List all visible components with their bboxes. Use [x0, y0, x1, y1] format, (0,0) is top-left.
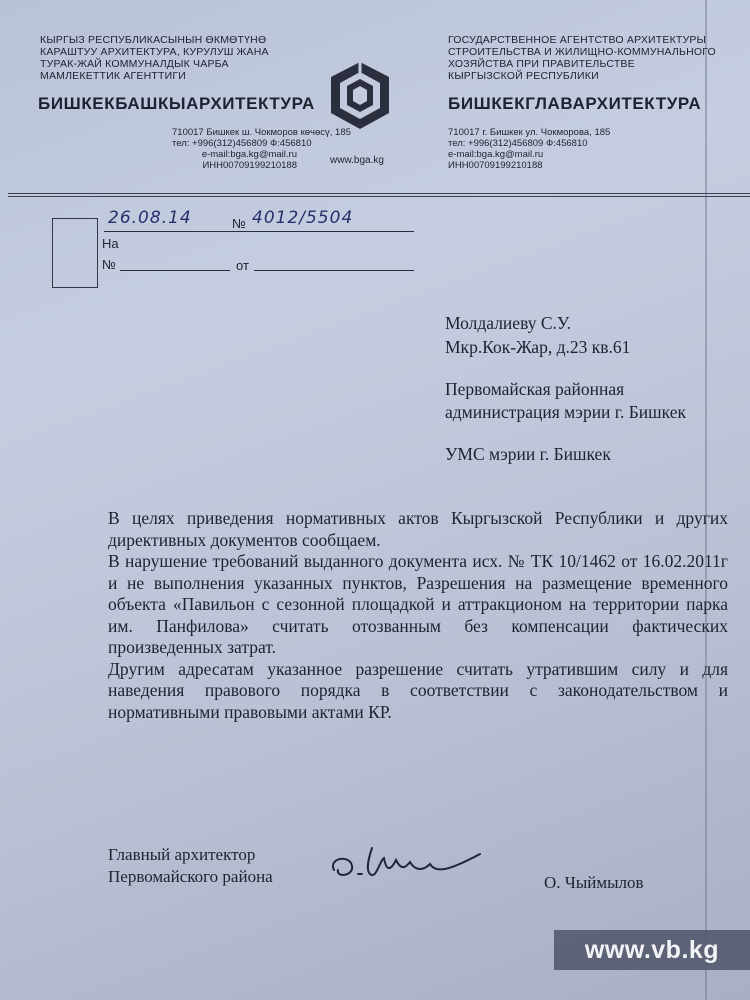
contact-line: тел: +996(312)456809 Ф:456810 [172, 138, 312, 149]
contact-line: тел: +996(312)456809 Ф:456810 [448, 138, 588, 149]
reply-number-label: № [102, 257, 116, 272]
body-paragraph: В нарушение требований выданного документа исх. № ТК 10/1462 от 16.02.2011г и не выполнения указанных пунктов, Разрешения на размещение временного объекта «Павильон с сезонной площадкой и аттракционом на территории парка им. Панфилова» считать отозванным без компенсации фактических произведенных затрат. [108, 551, 728, 657]
reply-date-label: от [236, 258, 249, 273]
contact-line: 710017 Бишкек ш. Чокморов көчөсү, 185 [172, 127, 351, 138]
header-kg-contacts [172, 127, 351, 171]
watermark-text: www.vb.kg [584, 935, 720, 964]
addressee-district-admin-cont: администрация мэрии г. Бишкек [445, 402, 686, 422]
header-ru-line: КЫРГЫЗСКОЙ РЕСПУБЛИКИ [448, 70, 599, 82]
header-kg-agency [40, 34, 300, 82]
addressee-district-admin: Первомайская районная [445, 379, 625, 399]
reply-date-line [254, 270, 414, 271]
signer-title-district: Первомайского района [108, 867, 273, 886]
reply-to-label: На [102, 236, 119, 251]
signer-title: Главный архитектор [108, 845, 256, 864]
signer-name: О. Чыймылов [544, 873, 644, 892]
contact-line: 710017 г. Бишкек ул. Чокморова, 185 [448, 127, 611, 138]
header-ru-agency [448, 34, 748, 82]
reply-number-line [120, 270, 230, 271]
header-ru-line: ХОЗЯЙСТВА ПРИ ПРАВИТЕЛЬСТВЕ [448, 58, 635, 70]
contact-line: e-mail:bga.kg@mail.ru [201, 149, 297, 160]
body-paragraph: В целях приведения нормативных актов Кыргызской Республики и других директивных документов сообщаем. [108, 508, 728, 550]
registration-stamp-box [52, 218, 98, 288]
header-divider [8, 193, 750, 194]
number-mark: № [232, 216, 246, 231]
addressee-name: Молдалиеву С.У. [445, 313, 571, 333]
contact-line: ИНН00709199210188 [448, 160, 543, 171]
header-kg-org-name: БИШКЕКБАШКЫАРХИТЕКТУРА [38, 94, 315, 113]
body-paragraph: Другим адресатам указанное разрешение считать утратившим силу и для наведения правового порядка в соответствии с законодательством и нормативными правовыми актами КР. [108, 658, 728, 722]
header-divider-thin [8, 196, 750, 197]
letter-body [108, 508, 728, 723]
watermark-badge [554, 930, 750, 970]
contact-line: e-mail:bga.kg@mail.ru [448, 149, 544, 160]
addressee-address: Мкр.Кок-Жар, д.23 кв.61 [445, 337, 631, 357]
header-ru-line: СТРОИТЕЛЬСТВА И ЖИЛИЩНО-КОММУНАЛЬНОГО [448, 46, 716, 58]
agency-logo-icon [325, 58, 395, 133]
page-fold-line [705, 0, 707, 1000]
header-ru-contacts [448, 127, 668, 171]
handwritten-signature [320, 840, 500, 890]
outgoing-date: 26.08.14 [108, 208, 192, 228]
contact-line: ИНН00709199210188 [202, 160, 297, 171]
header-kg-line: КАРАШТУУ АРХИТЕКТУРА, КУРУЛУШ ЖАНА [40, 46, 269, 58]
header-ru-org-name: БИШКЕКГЛАВАРХИТЕКТУРА [448, 94, 702, 113]
outgoing-number: 4012/5504 [252, 208, 354, 228]
addressee-ums: УМС мэрии г. Бишкек [445, 444, 611, 464]
header-ru-line: ГОСУДАРСТВЕННОЕ АГЕНТСТВО АРХИТЕКТУРЫ [448, 34, 707, 46]
header-kg-line: МАМЛЕКЕТТИК АГЕНТТИГИ [40, 70, 187, 82]
agency-website: www.bga.kg [330, 155, 384, 166]
header-kg-line: КЫРГЫЗ РЕСПУБЛИКАСЫНЫН ӨКМӨТҮНӨ [40, 34, 267, 46]
header-kg-line: ТУРАК-ЖАЙ КОММУНАЛДЫК ЧАРБА [40, 58, 229, 70]
outgoing-underline [104, 231, 414, 232]
